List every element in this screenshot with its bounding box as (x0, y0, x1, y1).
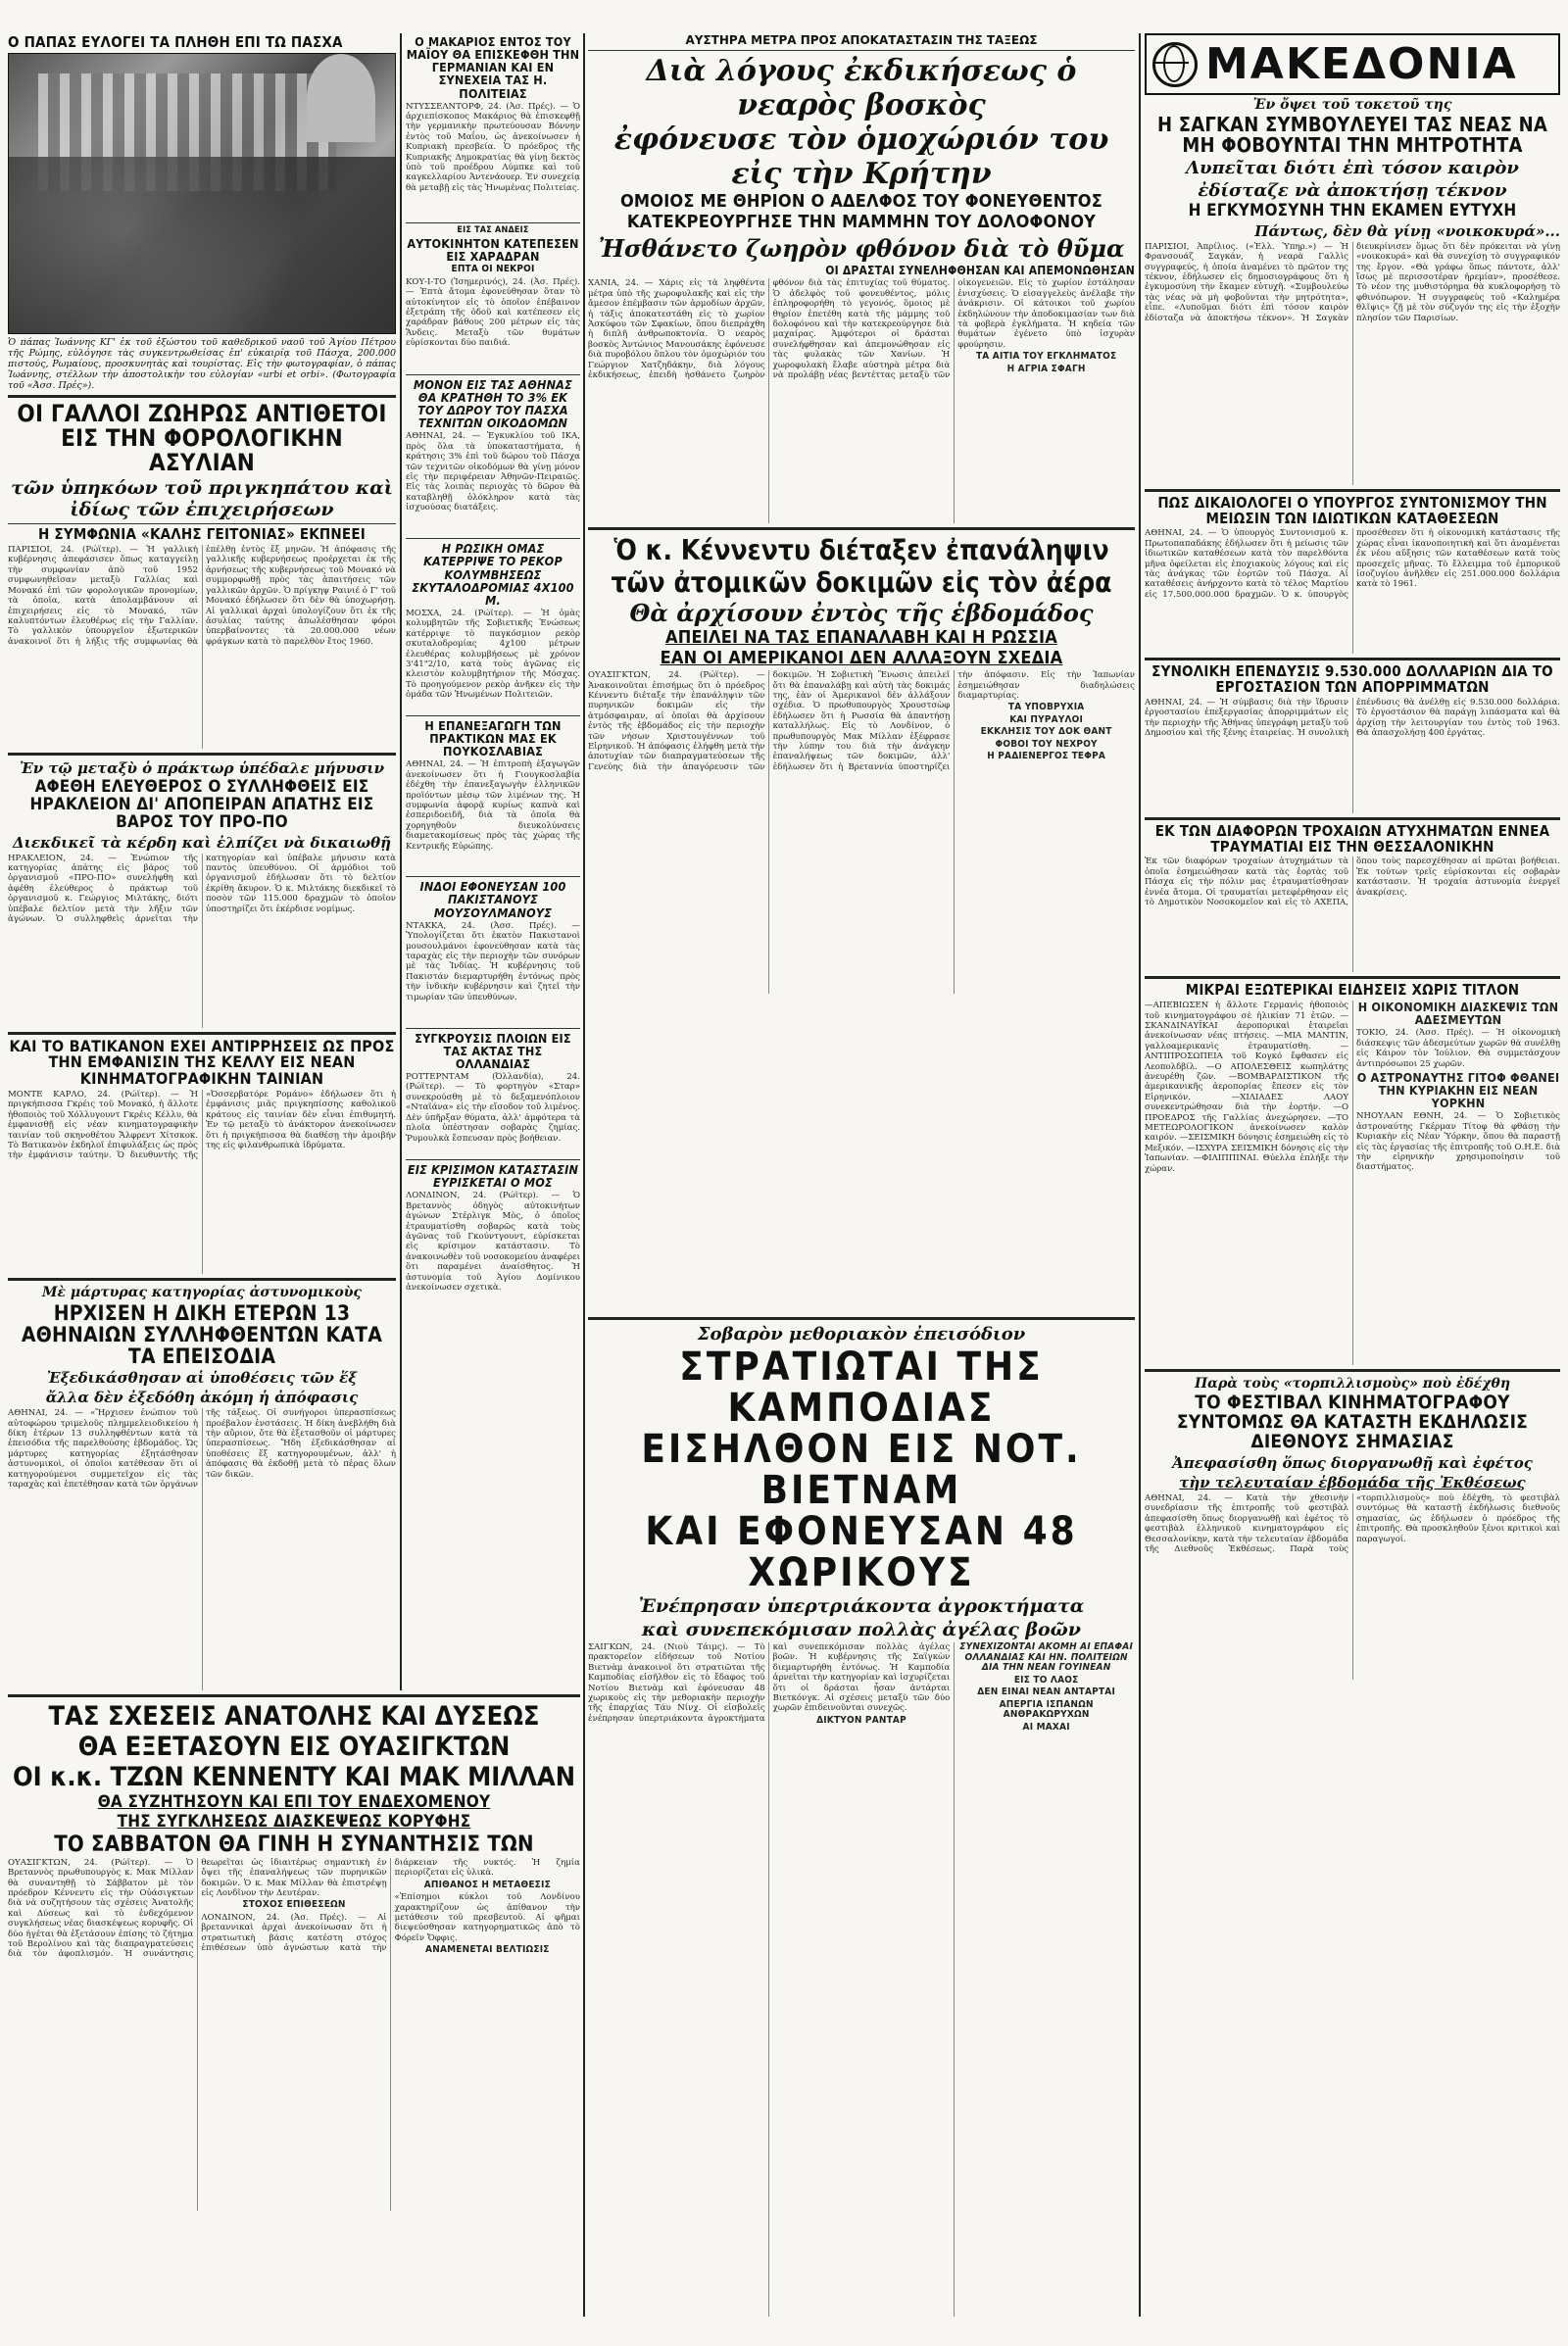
kennedy-kicker-d: ΦΟΒΟΙ ΤΟΥ ΝΕΧΡΟΥ (995, 738, 1098, 750)
talks-sub-1: ΘΑ ΣΥΖΗΤΗΣΟΥΝ ΚΑΙ ΕΠΙ ΤΟΥ ΕΝΔΕΧΟΜΕΝΟΥ (97, 1792, 491, 1812)
trial-headline: ΗΡΧΙΣΕΝ Η ΔΙΚΗ ΕΤΕΡΩΝ 13 ΑΘΗΝΑΙΩΝ ΣΥΛΛΗΦΘΕΝΤΩΝ ΚΑΤΑ ΤΑ ΕΠΕΙΣΟΔΙΑ (21, 1300, 383, 1369)
kennedy-headline-1: Ὁ κ. Κέννεντυ διέταξεν ἐπανάληψιν (613, 534, 1109, 567)
border-kicker-d: ΔΕΝ ΕΙΝΑΙ ΝΕΑΝ ΑΝΤΑΡΤΑΙ (977, 1686, 1116, 1697)
crete-headline-2: ἐφόνευσε τὸν ὁμοχώριόν του εἰς τὴν Κρήτην (613, 122, 1109, 191)
border-headline-3: ΚΑΙ ΕΦΟΝΕΥΣΑΝ 48 ΧΩΡΙΚΟΥΣ (645, 1509, 1078, 1595)
sagan-body: ΠΑΡΙΣΙΟΙ, Ἀπρίλιος. («Ἑλλ. Ὑπηρ.») — Ἡ Φρανσουάζ Σαγκάν, ἡ νεαρὰ Γαλλὶς συγγραφεύς, ἡ ὁποία ἀναμένει τὸ πρῶτον της τέκνον, ἐδήλωσεν εἰς δημοσιογράφους ὅτι ἡ ἐγκυμοσύνη τὴν ἔκαμεν εὐτυχῆ. «Συμβουλεύω τὰς νέας νὰ μὴ φοβοῦνται τὴν μητρότητα», εἶπε. «Λυποῦμαι διότι ἐπὶ τόσον καιρὸν ἐδίσταζα νὰ ἀποκτήσω τέκνον». Ἡ Σαγκὰν διευκρίνισεν ὅμως ὅτι δὲν πρόκειται νὰ γίνῃ «νοικοκυρά» καὶ θὰ συνεχίσῃ τὸ συγγραφικόν της ἔργον. «Θὰ γράφω ὅπως πάντοτε, ἀλλ' ἴσως μὲ περισσοτέραν ἠρεμίαν», προσέθεσε. Τὸ νέον της μυθιστόρημα θὰ κυκλοφορήσῃ τὸ φθινόπωρον. Ἡ συγγραφεὺς τοῦ «Καλημέρα θλῖψις» ζῇ μὲ τὸν σύζυγόν της εἰς τὴν ἐξοχὴν πλησίον τῶν Παρισίων. (1145, 241, 1560, 323)
easter-gift-body: ΑΘΗΝΑΙ, 24. — Ἐγκυκλίου τοῦ ΙΚΑ, πρὸς ὅλα τὰ ὑποκαταστήματα, ἡ κράτησις 3% ἐπὶ τοῦ δώρου τοῦ Πάσχα τῶν τεχνιτῶν οἰκοδόμων θὰ γίνῃ μόνον εἰς τὴν περιφέρειαν Ἀθηνῶν-Πειραιῶς. Εἰς τὰς λοιπὰς περιοχὰς τὸ δῶρον θὰ καταβληθῇ ὁλόκληρον κατὰ τὰς ἰσχυούσας διατάξεις. (406, 431, 580, 513)
masthead-title: ΜΑΚΕΔΟΝΙΑ (1205, 39, 1518, 89)
investment-headline: ΣΥΝΟΛΙΚΗ ΕΠΕΝΔΥΣΙΣ 9.530.000 ΔΟΛΛΑΡΙΩΝ ΔΙΑ ΤΟ ΕΡΓΟΣΤΑΣΙΟΝ ΤΩΝ ΑΠΟΡΡΙΜΜΑΤΩΝ (1152, 662, 1553, 697)
festival-kicker: Παρὰ τοὺς «τορπιλλισμοὺς» ποὺ ἐδέχθη (1194, 1376, 1511, 1393)
crete-kicker-a: ΤΑ ΑΙΤΙΑ ΤΟΥ ΕΓΚΛΗΜΑΤΟΣ (975, 351, 1117, 363)
gauls-subheadline: τῶν ὑπηκόων τοῦ πριγκηπάτου καὶ ἰδίως τῶν ἐπιχειρήσεων (11, 477, 393, 521)
border-headline-2: ΕΙΣΗΛΘΟΝ ΕΙΣ ΝΟΤ. ΒΙΕΤΝΑΜ (641, 1427, 1082, 1513)
masthead (1145, 33, 1560, 95)
kennedy-sub-2: ΑΠΕΙΛΕΙ ΝΑ ΤΑΣ ΕΠΑΝΑΛΑΒΗ ΚΑΙ Η ΡΩΣΣΙΑ (665, 627, 1057, 649)
talks-headline-2: ΘΑ ΕΞΕΤΑΣΟΥΝ ΕΙΣ ΟΥΑΣΙΓΚΤΩΝ (77, 1732, 511, 1762)
nonaligned-body: ΤΟΚΙΟ, 24. (Ἀσσ. Πρές). — Ἡ οἰκονομικὴ διάσκεψις τῶν ἀδεσμεύτων χωρῶν θὰ συνέλθῃ εἰς Κάιρον τὸν Ἰούλιον. Θὰ συμμετάσχουν ἀντιπρόσωποι 25 χωρῶν. (1356, 1028, 1560, 1069)
india-body: ΝΤΑΚΚΑ, 24. (Ἀσσ. Πρές). — Ὑπολογίζεται ὅτι ἑκατὸν Πακιστανοὶ μουσουλμάνοι ἐφονεύθησαν κατὰ τὰς ταραχὰς εἰς τὴν περιοχὴν τῶν συνόρων μὲ τὰς Ἰνδίας. Ἡ κυβέρνησις τοῦ Πακιστάν διεμαρτυρήθη ἐντόνως πρὸς τὴν ἰνδικὴν κυβέρνησιν καὶ ζητεῖ τὴν τιμωρίαν τῶν ὑπευθύνων. (406, 920, 580, 1002)
makarios-headline: Ο ΜΑΚΑΡΙΟΣ ΕΝΤΟΣ ΤΟΥ ΜΑΪΟΥ ΘΑ ΕΠΙΣΚΕΦΘΗ ΤΗΝ ΓΕΡΜΑΝΙΑΝ ΚΑΙ ΕΝ ΣΥΝΕΧΕΙΑ ΤΑΣ Η. ΠΟΛΙΤΕΙΑΣ (406, 34, 580, 101)
talks-section (8, 1690, 580, 2318)
crete-sub-2: ΚΑΤΕΚΡΕΟΥΡΓΗΣΕ ΤΗΝ ΜΑΜΜΗΝ ΤΟΥ ΔΟΛΟΦΟΝΟΥ (626, 211, 1097, 232)
crete-body-text: ΧΑΝΙΑ, 24. — Χάρις εἰς τὰ ληφθέντα μέτρα ὑπὸ τῆς χωροφυλακῆς καὶ εἰς τὴν ἄμεσον ἐπέμβασιν τῶν ἀρμοδίων ἀρχῶν, ἡ τάξις ἀποκατεστάθη εἰς τὸ χωρίον Ἀσκύφου τῶν Σφακίων, ὅπου διεπράχθη ἡ διπλῆ ἀνθρωποκτονία. Ὁ νεαρὸς βοσκὸς Ἀντώνιος Μανουσάκης ἐφόνευσε διὰ πυροβόλου ὅπλου τὸν ὁμοχώριόν του Γεώργιον Χατζηδάκην, διὰ λόγους ἐκδικήσεως, ἐπειδὴ ἠσθάνετο ζωηρὸν φθόνον διὰ τὰς ἐπιτυχίας τοῦ θύματος. Ὁ ἀδελφὸς τοῦ φονευθέντος, μόλις ἐπληροφορήθη τὸ γεγονός, ὅμοιος μὲ θηρίον ἐπετέθη κατὰ τῆς μάμμης τοῦ δολοφόνου καὶ τὴν κατεκρεούργησε διὰ μαχαίρας. Ἀμφότεροι οἱ δράσται συνελήφθησαν καὶ ἀπεμονώθησαν εἰς τὰς φυλακὰς τῶν Χανίων. Ἡ χωροφυλακὴ ἔλαβε αὐστηρὰ μέτρα διὰ νὰ προλάβῃ νέας βεντέττας μεταξὺ τῶν οἰκογενειῶν. Εἰς τὸ χωρίον ἐστάλησαν ἐνισχύσεις. Ὁ εἰσαγγελεὺς ἀνέλαβε τὴν ἀνάκρισιν. Οἱ κάτοικοι τοῦ χωρίου ἐκδηλώνουν τὴν ἀποδοκιμασίαν των διὰ τὰ φοβερὰ ἐγκλήματα. Ἡ κηδεία τῶν θυμάτων ἐγένετο ὑπὸ ἰσχυρὰν φρούρησιν. (588, 278, 1135, 381)
moss-headline: ΕΙΣ ΚΡΙΣΙΜΟΝ ΚΑΤΑΣΤΑΣΙΝ ΕΥΡΙΣΚΕΤΑΙ Ο ΜΟΣ (407, 1162, 579, 1191)
agent-subheadline: Διεκδικεῖ τὰ κέρδη καὶ ἐλπίζει νὰ δικαιωθῇ (13, 833, 391, 852)
sagan-kicker: Ἐν ὄψει τοῦ τοκετοῦ της (1252, 97, 1452, 113)
talks-sub-3: ΤΟ ΣΑΒΒΑΤΟΝ ΘΑ ΓΙΝΗ Η ΣΥΝΑΝΤΗΣΙΣ ΤΩΝ (54, 1832, 534, 1857)
kennedy-body (588, 670, 1135, 994)
sagan-sub-3: Η ΕΓΚΥΜΟΣΥΝΗ ΤΗΝ ΕΚΑΜΕΝ ΕΥΤΥΧΗ (1188, 201, 1517, 220)
vatican-headline: ΚΑΙ ΤΟ ΒΑΤΙΚΑΝΟΝ ΕΧΕΙ ΑΝΤΙΡΡΗΣΕΙΣ ΩΣ ΠΡΟΣ ΤΗΝ ΕΜΦΑΝΙΣΙΝ ΤΗΣ ΚΕΛΛΥ ΕΙΣ ΝΕΑΝ ΚΙΝΗΜΑΤΟΓΡΑΦΙΚΗΝ ΤΑΙΝΙΑΝ (9, 1036, 395, 1089)
border-kicker: Σοβαρὸν μεθοριακὸν ἐπεισόδιον (697, 1324, 1026, 1344)
border-sub-1: Ἐνέπρησαν ὑπερτριάκοντα ἀγροκτήματα (638, 1595, 1085, 1617)
kennedy-body-text: ΟΥΑΣΙΓΚΤΩΝ, 24. (Ρώϊτερ). — Ἀνακοινοῦται ἐπισήμως ὅτι ὁ πρόεδρος Κέννεντυ διέταξε τὴν ἐπανάληψιν τῶν πυρηνικῶν δοκιμῶν εἰς τὴν ἀτμόσφαιραν, αἱ ὁποῖαι θὰ ἀρχίσουν ἐντὸς τῆς ἑβδομάδος εἰς τὴν περιοχὴν τῶν νήσων Χριστουγέννων τοῦ Εἰρηνικοῦ. Ἡ ἀπόφασις ἐλήφθη μετὰ τὴν ἀποτυχίαν τῶν διαπραγματεύσεων τῆς Γενεύης διὰ τὴν ἀπαγόρευσιν τῶν δοκιμῶν. Ἡ Σοβιετικὴ Ἕνωσις ἀπειλεῖ ὅτι θὰ ἐπαναλάβῃ καὶ αὐτὴ τὰς δοκιμάς της, ἐὰν οἱ Ἀμερικανοὶ δὲν ἀλλάξουν σχέδια. Ὁ πρωθυπουργὸς Χρουστσὼφ ἐδήλωσεν ὅτι ἡ Ρωσσία θὰ ἀπαντήσῃ καταλλήλως. Εἰς τὸ Λονδίνον, ὁ πρωθυπουργὸς Μακ Μίλλαν ἐξέφρασε τὴν λύπην του διὰ τὴν ἀνάγκην ἐπαναλήψεως τῶν δοκιμῶν, ἀλλ' ἐδήλωσεν ὅτι ἡ Βρεταννία ὑποστηρίζει τὴν ἀπόφασιν. Εἰς τὴν Ἰαπωνίαν ἐσημειώθησαν διαδηλώσεις διαμαρτυρίας. (588, 670, 1135, 772)
kennedy-sub-3: ΕΑΝ ΟΙ ΑΜΕΡΙΚΑΝΟΙ ΔΕΝ ΑΛΛΑΞΟΥΝ ΣΧΕΔΙΑ (660, 648, 1063, 669)
swim-headline: Η ΡΩΣΙΚΗ ΟΜΑΣ ΚΑΤΕΡΡΙΨΕ ΤΟ ΡΕΚΟΡ ΚΟΛΥΜΒΗΣΕΩΣ ΣΚΥΤΑΛΟΔΡΟΜΙΑΣ 4Χ100 Μ. (412, 541, 574, 608)
festival-sub-2: τὴν τελευταίαν ἑβδομάδα τῆς Ἐκθέσεως (1179, 1473, 1526, 1491)
column-rule (583, 33, 585, 2317)
reexport-headline: Η ΕΠΑΝΕΞΑΓΩΓΗ ΤΩΝ ΠΡΑΚΤΙΚΩΝ ΜΑΣ ΕΚ ΠΟΥΚΟΣΛΑΒΙΑΣ (424, 717, 562, 759)
talks-sub-2: ΤΗΣ ΣΥΓΚΛΗΣΕΩΣ ΔΙΑΣΚΕΨΕΩΣ ΚΟΡΥΦΗΣ (117, 1811, 471, 1832)
brief-news-body (1145, 1001, 1560, 1365)
talks-body-text: ΟΥΑΣΙΓΚΤΩΝ, 24. (Ρώϊτερ). — Ὁ Βρεταννὸς πρωθυπουργὸς κ. Μακ Μίλλαν θὰ συναντηθῇ τὸ Σάββατον μὲ τὸν πρόεδρον Κέννεντυ εἰς τὴν Οὐάσιγκτων διὰ νὰ συζητήσουν τὰς σχέσεις Ἀνατολῆς καὶ Δύσεως καὶ τὸ ἐνδεχόμενον συγκλήσεως νέας διασκέψεως κορυφῆς. Οἱ δύο ἡγέται θὰ ἐξετάσουν ἐπίσης τὸ ζήτημα τοῦ Βερολίνου καὶ τὰς διαπραγματεύσεις διὰ τὸν ἀφοπλισμόν. Ἡ συνάντησις θεωρεῖται ὡς ἰδιαιτέρως σημαντικὴ ἐν ὄψει τῆς ἐπαναλήψεως τῶν πυρηνικῶν δοκιμῶν. Ὁ κ. Μακ Μίλλαν θὰ ἐπιστρέψῃ εἰς Λονδῖνον τὴν Δευτέραν. (8, 1857, 387, 1960)
sagan-sub-1: Λυπεῖται διότι ἐπὶ τόσον καιρὸν (1186, 158, 1519, 178)
kennedy-kicker-c: ΕΚΚΛΗΣΙΣ ΤΟΥ ΔΟΚ ΘΑΝΤ (980, 726, 1112, 738)
festival-body: ΑΘΗΝΑΙ, 24. — Κατὰ τὴν χθεσινὴν συνεδρίασιν τῆς ἐπιτροπῆς τοῦ φεστιβὰλ ἀπεφασίσθη ὅπως διοργανωθῇ καὶ ἐφέτος τὸ φεστιβὰλ ἑλληνικοῦ κινηματογράφου εἰς Θεσσαλονίκην, κατὰ τὴν τελευταίαν ἑβδομάδα τῆς Διεθνοῦς Ἐκθέσεως. Παρὰ τοὺς «τορπιλλισμοὺς» ποὺ ἐδέχθη, τὸ φεστιβὰλ συντόμως θὰ καταστῇ ἐκδήλωσις διεθνοῦς σημασίας, ὡς ἐδήλωσεν ὁ πρόεδρος τῆς ἐπιτροπῆς. Θὰ προσκληθοῦν ξένοι κριτικοὶ καὶ παραγωγοί. (1145, 1492, 1560, 1554)
titov-headline: Ο ΑΣΤΡΟΝΑΥΤΗΣ ΓΙΤΟΦ ΦΘΑΝΕΙ ΤΗΝ ΚΥΡΙΑΚΗΝ ΕΙΣ ΝΕΑΝ ΥΟΡΚΗΝ (1356, 1069, 1560, 1111)
border-body-text: ΣΑΪΓΚΩΝ, 24. (Νιοὺ Τάιμς). — Τὸ πρακτορεῖον εἰδήσεων τοῦ Νοτίου Βιετνὰμ ἀνακοινοῖ ὅτι στρατιῶται τῆς Καμποδίας εἰσῆλθον εἰς τὸ ἔδαφος τοῦ Νοτίου Βιετνὰμ καὶ ἐφόνευσαν 48 χωρικοὺς εἰς τὴν μεθοριακὴν περιοχὴν τῆς ἐπαρχίας Τάυ Νίνχ. Οἱ εἰσβολεῖς ἐνέπρησαν ὑπερτριάκοντα ἀγροκτήματα καὶ συνεπεκόμισαν πολλὰς ἀγέλας βοῶν. Ἡ κυβέρνησις τῆς Σαϊγκὼν διεμαρτυρήθη ἐντόνως. Ἡ Καμποδία ἀρνεῖται τὴν κατηγορίαν καὶ ἰσχυρίζεται ὅτι οἱ δράσται ἦσαν ἀντάρται Βιετκόνγκ. Αἱ σχέσεις μεταξὺ τῶν δύο χωρῶν ἐπιδεινοῦνται συνεχῶς. (588, 1642, 951, 1724)
investment-body: ΑΘΗΝΑΙ, 24. — Ἡ σύμβασις διὰ τὴν ἵδρυσιν ἐργοστασίου ἐπεξεργασίας ἀπορριμμάτων εἰς τὴν περιοχὴν τῆς Ἀθήνας ὑπεγράφη μεταξὺ τοῦ Δημοσίου καὶ τῆς ξένης ἑταιρείας. Ἡ συνολικὴ ἐπένδυσις θὰ ἀνέλθῃ εἰς 9.530.000 δολλάρια. Τὸ ἐργοστάσιον θὰ παράγῃ λιπάσματα καὶ θὰ ἀρχίσῃ τὴν λειτουργίαν του ἐντὸς τοῦ 1963. Θὰ ἀπασχολήσῃ 400 ἐργάτας. (1145, 697, 1560, 739)
kennedy-kicker-e: Η ΡΑΔΙΕΝΕΡΓΟΣ ΤΕΦΡΑ (987, 751, 1106, 762)
brief-news-headline: ΜΙΚΡΑΙ ΕΞΩΤΕΡΙΚΑΙ ΕΙΔΗΣΕΙΣ ΧΩΡΙΣ ΤΙΤΛΟΝ (1185, 981, 1520, 1000)
talks-headline-3: ΟΙ κ.κ. ΤΖΩΝ ΚΕΝΝΕΝΤΥ ΚΑΙ ΜΑΚ ΜΙΛΛΑΝ (12, 1762, 576, 1792)
andes-sub: ΕΠΤΑ ΟΙ ΝΕΚΡΟΙ (451, 264, 535, 275)
border-kicker-e: ΑΠΕΡΓΙΑ ΙΣΠΑΝΩΝ ΑΝΘΡΑΚΩΡΥΧΩΝ (999, 1698, 1094, 1720)
agent-body: ΗΡΑΚΛΕΙΟΝ, 24. — Ἐνώπιον τῆς κατηγορίας ἀπάτης εἰς βάρος τοῦ ὀργανισμοῦ «ΠΡΟ-ΠΟ» συνελήφθη καὶ ἀφέθη ἐλεύθερος ὁ πράκτωρ τοῦ ὀργανισμοῦ κ. Γεώργιος Μιλτάκης, διότι ὑπέβαλε δελτίον μετὰ τὴν λῆξιν τῶν ἀγώνων. Ὁ συλληφθεὶς ἀρνεῖται τὴν κατηγορίαν καὶ ὑπέβαλε μήνυσιν κατὰ παντὸς ὑπευθύνου. Οἱ ἀρμόδιοι τοῦ ὀργανισμοῦ ἐδήλωσαν ὅτι τὸ δελτίον ἐκρίθη ἄκυρον. Ὁ κ. Μιλτάκης διεκδικεῖ τὸ ποσὸν τῶν 115.000 δραχμῶν τὸ ὁποῖον ὑποστηρίζει ὅτι ἐκέρδισε νομίμως. (8, 853, 396, 925)
ships-body: ΡΟΤΤΕΡΝΤΑΜ (Ὀλλανδία), 24. (Ρώϊτερ). — Τὸ φορτηγὸν «Σταρ» συνεκρούσθη μὲ τὸ δεξαμενόπλοιον «Νταϊάνα» εἰς τὴν εἴσοδον τοῦ λιμένος. Δὲν ὑπῆρξαν θύματα, ἀλλ' ἀμφότερα τὰ πλοῖα ὑπέστησαν σοβαρὰς ζημίας. Ῥυμουλκὰ ἔσπευσαν πρὸς βοήθειαν. (406, 1072, 580, 1144)
photo-caption: Ὁ πάπας Ἰωάννης ΚΓ' ἐκ τοῦ ἐξώστου τοῦ καθεδρικοῦ ναοῦ τοῦ Ἁγίου Πέτρου τῆς Ρώμης, εὐλόγησε τὰς συγκεντρωθείσας ἐπ' εὐκαιρίᾳ τοῦ Πάσχα, 200.000 πιστούς, Ρωμαίους, προσκυνητὰς καὶ τουρίστας. Εἰς τὴν φωτογραφίαν, ὁ πάπας Ἰωάννης, στέλλων τὴν ἀποστολικὴν του εὐλογίαν «urbi et orbi». (Φωτογραφία τοῦ «Ἀσσ. Πρές»). (8, 336, 396, 391)
kennedy-kicker-a: ΤΑ ΥΠΟΒΡΥΧΙΑ (1007, 702, 1085, 713)
swim-body: ΜΟΣΧΑ, 24. (Ρώϊτερ). — Ἡ ὀμὰς κολυμβητῶν τῆς Σοβιετικῆς Ἑνώσεως κατέρριψε τὸ παγκόσμιον ρεκὸρ σκυταλοδρομίας 4χ100 μέτρων ἐλευθέρας κολυμβήσεως μὲ χρόνον 3'41"2/10, κατὰ τοὺς ἀγῶνας εἰς κλειστὸν κολυμβητήριον τῆς Μόσχας. Τὸ προηγούμενον ρεκὸρ ἀνῆκεν εἰς τὴν ὁμάδα τῶν Ἡνωμένων Πολιτειῶν. (406, 608, 580, 701)
vatican-body: ΜΟΝΤΕ ΚΑΡΛΟ, 24. (Ρώϊτερ). — Ἡ πριγκήπισσα Γκρέις τοῦ Μονακό, ἡ ἄλλοτε ἠθοποιὸς τοῦ Χόλλυγουντ Γκρέις Κέλλυ, θὰ ἐμφανισθῇ εἰς νέαν κινηματογραφικὴν ταινίαν τοῦ σκηνοθέτου Ἄλφρεντ Χίτσκοκ. Τὸ Βατικανὸν ἐκδηλοῖ ἐπιφυλάξεις ὡς πρὸς τὴν ἐμφάνισιν ταύτην. Ὁ διευθυντὴς τῆς «Ὀσσερβατόρε Ρομάνο» ἐδήλωσεν ὅτι ἡ ἐμφάνισις μιᾶς πριγκηπίσσης καθολικοῦ κράτους εἰς ταινίαν δὲν εἶναι ἐπιθυμητή. Ἐν τῷ μεταξὺ τὸ ἀνάκτορον ἀνεκοίνωσεν ὅτι ἡ πριγκήπισσα θὰ διαθέσῃ τὴν ἀμοιβήν της εἰς φιλανθρωπικὰ ἱδρύματα. (8, 1089, 396, 1161)
crete-sub-4: ΟΙ ΔΡΑΣΤΑΙ ΣΥΝΕΛΗΦΘΗΣΑΝ ΚΑΙ ΑΠΕΜΟΝΩΘΗΣΑΝ (825, 263, 1135, 277)
accidents-headline: ΕΚ ΤΩΝ ΔΙΑΦΟΡΩΝ ΤΡΟΧΑΙΩΝ ΑΤΥΧΗΜΑΤΩΝ ΕΝΝΕΑ ΤΡΑΥΜΑΤΙΑΙ ΕΙΣ ΤΗΝ ΘΕΣΣΑΛΟΝΙΚΗΝ (1154, 821, 1550, 855)
sagan-sub-2: ἐδίσταζε νὰ ἀποκτήσῃ τέκνον (1198, 180, 1507, 201)
column-2 (406, 33, 580, 1307)
festival-headline: ΤΟ ΦΕΣΤΙΒΑΛ ΚΙΝΗΜΑΤΟΓΡΑΦΟΥ ΣΥΝΤΟΜΩΣ ΘΑ ΚΑΤΑΣΤΗ ΕΚΔΗΛΩΣΙΣ ΔΙΕΘΝΟΥΣ ΣΗΜΑΣΙΑΣ (1176, 1392, 1529, 1452)
globe-logo-icon (1152, 42, 1198, 87)
makarios-body: ΝΤΥΣΣΕΛΝΤΟΡΦ, 24. (Ἀσ. Πρές). — Ὁ ἀρχιεπίσκοπος Μακάριος θὰ ἐπισκεφθῇ τὴν γερμανικὴν πρωτεύουσαν Βόννην ἐντὸς τοῦ Μαΐου, ὡς ἀνεκοίνωσεν ἡ Κυπριακὴ πρεσβεία. Ὁ πρόεδρος τῆς Κυπριακῆς Δημοκρατίας θὰ γίνῃ δεκτὸς ὑπὸ τοῦ προέδρου Λύμπκε καὶ τοῦ καγκελλαρίου Ἀντενάουερ. Ἐν συνεχείᾳ θὰ μεταβῇ εἰς τὰς Ἡνωμένας Πολιτείας. (406, 101, 580, 193)
nonaligned-headline: Η ΟΙΚΟΝΟΜΙΚΗ ΔΙΑΣΚΕΨΙΣ ΤΩΝ ΑΔΕΣΜΕΥΤΩΝ (1357, 1001, 1559, 1028)
border-sub-2: καὶ συνεπεκόμισαν πολλὰς ἀγέλας βοῶν (642, 1619, 1081, 1640)
order-kicker: ΑΥΣΤΗΡΑ ΜΕΤΡΑ ΠΡΟΣ ΑΠΟΚΑΤΑΣΤΑΣΙΝ ΤΗΣ ΤΑΞΕΩΣ (685, 33, 1038, 47)
pope-photo (8, 53, 396, 334)
column-rule (1139, 33, 1141, 2317)
targets-kicker: ΣΤΟΧΟΣ ΕΠΙΘΕΣΕΩΝ (242, 1899, 346, 1911)
agent-headline: ΑΦΕΘΗ ΕΛΕΥΘΕΡΟΣ Ο ΣΥΛΛΗΦΘΕΙΣ ΕΙΣ ΗΡΑΚΛΕΙΟΝ ΔΙ' ΑΠΟΠΕΙΡΑΝ ΑΠΑΤΗΣ ΕΙΣ ΒΑΡΟΣ ΤΟΥ ΠΡΟ-ΠΟ (29, 777, 374, 832)
talks-headline-1: ΤΑΣ ΣΧΕΣΕΙΣ ΑΝΑΤΟΛΗΣ ΚΑΙ ΔΥΣΕΩΣ (48, 1701, 540, 1732)
photo-headline: Ο ΠΑΠΑΣ ΕΥΛΟΓΕΙ ΤΑ ΠΛΗΘΗ ΕΠΙ ΤΩ ΠΑΣΧΑ (8, 33, 343, 51)
sagan-headline: Η ΣΑΓΚΑΝ ΣΥΜΒΟΥΛΕΥΕΙ ΤΑΣ ΝΕΑΣ ΝΑ ΜΗ ΦΟΒΟΥΝΤΑΙ ΤΗΝ ΜΗΤΡΟΤΗΤΑ (1157, 113, 1547, 157)
dome-shape (307, 54, 375, 142)
india-headline: ΙΝΔΟΙ ΕΦΟΝΕΥΣΑΝ 100 ΠΑΚΙΣΤΑΝΟΥΣ ΜΟΥΣΟΥΛΜΑΝΟΥΣ (419, 879, 566, 920)
sagan-sub-4: Πάντως, δὲν θὰ γίνῃ «νοικοκυρά»... (1254, 221, 1560, 240)
gauls-body: ΠΑΡΙΣΙΟΙ, 24. (Ρώϊτερ). — Ἡ γαλλικὴ κυβέρνησις ἀπεφάσισεν ὅπως καταγγείλῃ τὴν συμφωνίαν ἀπὸ τοῦ 1952 συμφωνηθεῖσαν μεταξὺ Γαλλίας καὶ Μονακό ἐπὶ τῶν φορολογικῶν προνομίων, τὰ ὁποῖα, κατὰ ἀπολαμβάνουν αἱ ἐπιχειρήσεις εἰς τὸ Μονακό, τῶν καλυπτόντων ἐλευθέρως εἰς τὴν Γαλλίαν. Τὸ γαλλικὸν ὑπουργεῖον ἐξωτερικῶν ἀνακοινοῖ ὅτι ἡ λήξις τῆς συμφωνίας θὰ ἐπέλθῃ ἐντὸς ἕξ μηνῶν. Ἡ ἀπόφασις τῆς γαλλικῆς κυβερνήσεως προέρχεται ἐκ τῆς ἀρνήσεως τῆς κυβερνήσεως τοῦ Μονακό νὰ συμμορφωθῇ πρὸς τὰς ἀπαιτήσεις τῶν γαλλικῶν ἀρχῶν. Ὁ πρίγκηψ Ραινιέ ὁ Γ' τοῦ Μονακό ἐδήλωσεν ὅτι δὲν θὰ ὑποχωρήσῃ. Αἱ γαλλικαὶ ἀρχαὶ ὑπολογίζουν ὅτι ἐκ τῆς ἀσυλίας ταύτης ἀπωλέσθησαν φόροι ὑπερβαίνοντες τὰ 20.000.000 νέων φράγκων κατὰ τὸ παρελθὸν ἔτος 1960. (8, 545, 396, 647)
border-headline-1: ΣΤΡΑΤΙΩΤΑΙ ΤΗΣ ΚΑΜΠΟΔΙΑΣ (679, 1344, 1044, 1431)
trial-kicker: Μὲ μάρτυρας κατηγορίας ἀστυνομικοὺς (42, 1284, 362, 1300)
border-kicker-b: ΣΥΝΕΧΙΖΟΝΤΑΙ ΑΚΟΜΗ ΑΙ ΕΠΑΦΑΙ ΟΛΛΑΝΔΙΑΣ ΚΑΙ ΗΝ. ΠΟΛΙΤΕΙΩΝ ΔΙΑ ΤΗΝ ΝΕΑΝ ΓΟΥΙΝΕΑΝ (959, 1642, 1133, 1673)
border-kicker-f: ΑΙ ΜΑΧΑΙ (1022, 1721, 1070, 1733)
brief-news-text: —ΑΠΕΒΙΩΣΕΝ ἡ ἄλλοτε Γερμανὶς ἠθοποιὸς τοῦ κινηματογράφου σὲ ἡλικίαν 71 ἐτῶν. —ΣΚΑΝΔΙΝΑΥΪΚΑΙ ἀεροπορικαὶ ἑταιρεῖαι ἀνεκοίνωσαν νέας πτήσεις. —ΜΙΑ ΜΑΝΤΙΝ, γαλλοαμερικανὶς ἐτραυματίσθη. —ΑΝΤΙΠΡΟΣΩΠΕΙΑ τοῦ Κογκό ἔφθασεν εἰς Λεοπολδβίλ. —Ο ΑΠΟΛΕΣΘΕΙΣ κωπηλάτης ἀνευρέθη ζῶν. —ΒΟΜΒΑΡΔΙΣΤΙΚΟΝ τῆς ἀμερικανικῆς ἀεροπορίας ἔπεσεν εἰς τὸν Εἰρηνικόν. —ΧΙΛΙΑΔΕΣ ΛΑΟΥ συνεκεντρώθησαν διὰ τὴν ἑορτήν. —Ο ΠΡΟΕΔΡΟΣ τῆς Γαλλίας ἀνεχώρησεν. —ΤΟ ΜΕΤΕΩΡΟΛΟΓΙΚΟΝ ἀνεκοίνωσεν καλὸν καιρόν. —ΣΕΙΣΜΙΚΗ δόνησις ἐσημειώθη εἰς τὸ Μεξικόν. —ΙΣΧΥΡΑ ΣΕΙΣΜΙΚΗ δόνησις εἰς τὴν Ἰαπωνίαν. —ΦΙΛΙΠΠΙΝΑΙ. Θύελλα ἐπλήξε τὴν χώραν. (1145, 1001, 1348, 1174)
kennedy-headline-2: τῶν ἀτομικῶν δοκιμῶν εἰς τὸν ἀέρα (611, 566, 1112, 600)
accidents-body: Ἐκ τῶν διαφόρων τροχαίων ἀτυχημάτων τὰ ὁποῖα ἐσημειώθησαν κατὰ τὰς ἑορτὰς τοῦ Πάσχα εἰς τὴν πόλιν μας ἐτραυματίσθησαν ἐννέα ἄτομα. Οἱ τραυματίαι μετεφέρθησαν εἰς τὸ Δημοτικὸν Νοσοκομεῖον καὶ εἰς τὸ ΑΧΕΠΑ, ὅπου τοὺς παρεσχέθησαν αἱ πρῶται βοήθειαι. Ἐκ τούτων τρεῖς εὑρίσκονται εἰς σοβαρὰν κατάστασιν. Ἡ τροχαία ἀστυνομία ἐνεργεῖ ἀνακρίσεις. (1145, 856, 1560, 907)
kennedy-sub-1: Θὰ ἀρχίσουν ἐντὸς τῆς ἑβδομάδος (629, 599, 1094, 628)
crete-body (588, 278, 1135, 523)
crete-headline-1: Διὰ λόγους ἐκδικήσεως ὁ νεαρὸς βοσκὸς (646, 54, 1077, 122)
ships-headline: ΣΥΓΚΡΟΥΣΙΣ ΠΛΟΙΩΝ ΕΙΣ ΤΑΣ ΑΚΤΑΣ ΤΗΣ ΟΛΛΑΝΔΙΑΣ (415, 1030, 571, 1071)
talks-body (8, 1858, 580, 2211)
andes-headline: ΑΥΤΟΚΙΝΗΤΟΝ ΚΑΤΕΠΕΣΕΝ ΕΙΣ ΧΑΡΑΔΡΑΝ (407, 236, 579, 265)
improvement-kicker: ΑΝΑΜΕΝΕΤΑΙ ΒΕΛΤΙΩΣΙΣ (425, 1944, 550, 1956)
titov-body: ΝΗΟΥΛΑΝ ΕΘΝΗ, 24. — Ὁ Σοβιετικὸς ἀστροναύτης Γκέρμαν Τίτοφ θὰ φθάσῃ τὴν Κυριακὴν εἰς Νέαν Ὑόρκην, ὅπου θὰ παραστῇ εἰς τὰς ἐργασίας τῆς ἐπιτροπῆς τοῦ Ο.Η.Ε. διὰ τὴν εἰρηνικὴν χρησιμοποίησιν τοῦ διαστήματος. (1356, 1111, 1560, 1173)
border-kicker-c: ΕΙΣ ΤΟ ΛΑΟΣ (1013, 1674, 1079, 1686)
andes-kicker: ΕΙΣ ΤΑΣ ΑΝΔΕΙΣ (457, 224, 529, 235)
transfer-kicker: ΑΠΙΘΑΝΟΣ Η ΜΕΤΑΘΕΣΙΣ (423, 1879, 551, 1890)
transfer-body: «Ἐπίσημοι κύκλοι τοῦ Λονδίνου χαρακτηρίζουν ὡς ἀπίθανον τὴν μετάθεσιν τοῦ πρεσβευτοῦ. Αἱ φῆμαι διεψεύσθησαν κατηγορηματικῶς ἀπὸ τὸ Φόρεϊν Ὄφφις. (394, 1892, 580, 1943)
moss-body: ΛΟΝΔΙΝΟΝ, 24. (Ρώϊτερ). — Ὁ Βρεταννὸς ὁδηγὸς αὐτοκινήτων ἀγώνων Στέρλιγκ Μὸς, ὁ ὁποῖος ἐτραυματίσθη σοβαρῶς κατὰ τοὺς ἀγῶνας τοῦ Γκούντγουντ, εὑρίσκεται εἰς κρίσιμον κατάστασιν. Τὸ ἀνακοινωθὲν τοῦ νοσοκομείου ἀναφέρει ὅτι παραμένει ἀναίσθητος. Ἡ ἀστυνομία τοῦ Ἁγίου Δομίνικου ἀνεκοίνωσεν σχετικὰ. (406, 1191, 580, 1293)
crete-sub-3: Ἠσθάνετο ζωηρὸν φθόνον διὰ τὸ θῦμα (598, 233, 1125, 263)
border-kicker-a: ΔΙΚΤΥΟΝ ΡΑΝΤΑΡ (816, 1714, 906, 1726)
festival-sub-1: Ἀπεφασίσθη ὅπως διοργανωθῇ καὶ ἐφέτος (1172, 1453, 1533, 1472)
border-body (588, 1642, 1135, 2317)
column-4 (1145, 33, 1560, 2317)
agent-kicker: Ἐν τῷ μεταξὺ ὁ πράκτωρ ὑπέδαλε μήνυσιν (19, 759, 385, 778)
reexport-body: ΑΘΗΝΑΙ, 24. — Ἡ ἐπιτροπὴ ἐξαγωγῶν ἀνεκοίνωσεν ὅτι ἡ Γιουγκοσλαβία ἐδέχθη τὴν ἐπανεξαγωγὴν ἑλληνικῶν προϊόντων μέσῳ τῶν λιμένων της. Ἡ συμφωνία ἀφορᾷ κυρίως καπνὰ καὶ ἐσπεριδοειδῆ, διὰ τὰ ὁποῖα θὰ χορηγηθοῦν διευκολύνσεις διαμετακομίσεως πρὸς τὰς χώρας τῆς Κεντρικῆς Εὐρώπης. (406, 759, 580, 852)
crowd-shape (9, 157, 395, 333)
trial-body: ΑΘΗΝΑΙ, 24. — «Ἤρχισεν ἐνώπιον τοῦ αὐτοφώρου τριμελοῦς πλημμελειοδικείου ἡ δίκη ἑτέρων 13 συλληφθέντων κατὰ τὰ ἐπεισόδια τῆς παρελθούσης ἑβδομάδος. Ὡς μάρτυρες κατηγορίας ἐξητάσθησαν ἀστυνομικοὶ, οἱ ὁποῖοι κατέθεσαν ὅτι οἱ κατηγορούμενοι συμμετεῖχον εἰς τὰς ταραχὰς καὶ ἐπετέθησαν κατὰ τῶν ὀργάνων τῆς τάξεως. Οἱ συνήγοροι ὑπερασπίσεως προέβαλον ἐνστάσεις. Ἡ δίκη ἀνεβλήθη διὰ τὴν αὔριον, ὅτε θὰ ἐξετασθοῦν οἱ μάρτυρες ὑπερασπίσεως. Ἤδη ἐξεδικάσθησαν αἱ ὑποθέσεις ἕξ κατηγορουμένων, ἀλλ' ἡ ἀπόφασις θὰ ἐκδοθῇ μετὰ τὸ πέρας ὅλων τῶν δικῶν. (8, 1408, 396, 1490)
deposits-headline: ΠΩΣ ΔΙΚΑΙΟΛΟΓΕΙ Ο ΥΠΟΥΡΓΟΣ ΣΥΝΤΟΝΙΣΜΟΥ ΤΗΝ ΜΕΙΩΣΙΝ ΤΩΝ ΙΔΙΩΤΙΚΩΝ ΚΑΤΑΘΕΣΕΩΝ (1157, 493, 1547, 527)
trial-sub1: Ἐξεδικάσθησαν αἱ ὑποθέσεις τῶν ἕξ (46, 1369, 358, 1388)
crete-kicker-b: Η ΑΓΡΙΑ ΣΦΑΓΗ (1006, 363, 1086, 374)
deposits-body: ΑΘΗΝΑΙ, 24. — Ὁ ὑπουργὸς Συντονισμοῦ κ. Πρωτοπαπαδάκης ἐδήλωσεν ὅτι ἡ μείωσις τῶν ἰδιωτικῶν καταθέσεων κατὰ τὸν παρελθόντα μῆνα ὀφείλεται εἰς ἐποχιακοὺς λόγους καὶ εἰς τὰς ἀνάγκας τῶν ἑορτῶν τοῦ Πάσχα. Αἱ καταθέσεις ἀνήρχοντο κατὰ τὸ τέλος Μαρτίου εἰς 17.500.000.000 δραχμῶν. Ὁ κ. ὑπουργὸς προσέθεσεν ὅτι ἡ οἰκονομικὴ κατάστασις τῆς χώρας εἶναι ἱκανοποιητικὴ καὶ ὅτι ἀναμένεται ἐκ νέου αὔξησις τῶν καταθέσεων κατὰ τοὺς προσεχεῖς μῆνας. Τὸ ἔλλειμμα τοῦ ἐμπορικοῦ ἰσοζυγίου ἀνῆλθεν εἰς 251.000.000 δολλάρια κατὰ τὸ 1961. (1145, 528, 1560, 600)
targets-body: ΛΟΝΔΙΝΟΝ, 24. (Ἀσ. Πρές). — Αἱ βρεταννικαὶ ἀρχαὶ ἀνεκοίνωσαν ὅτι ἡ στρατιωτικὴ βάσις κατέστη στόχος ἐπιθέσεων ὑπὸ ἀγνώστων κατὰ τὴν διάρκειαν τῆς νυκτός. Ἡ ζημία περιορίζεται εἰς ὑλικὰ. (201, 1857, 580, 1954)
gauls-headline: ΟΙ ΓΑΛΛΟΙ ΖΩΗΡΩΣ ΑΝΤΙΘΕΤΟΙ ΕΙΣ ΤΗΝ ΦΟΡΟΛΟΓΙΚΗΝ ΑΣΥΛΙΑΝ (17, 399, 387, 477)
trial-sub2: ἄλλα δὲν ἐξεδόθη ἀκόμη ἡ ἀπόφασις (45, 1389, 359, 1407)
lower-center (588, 1313, 1135, 2317)
crete-sub-1: ΟΜΟΙΟΣ ΜΕ ΘΗΡΙΟΝ Ο ΑΔΕΛΦΟΣ ΤΟΥ ΦΟΝΕΥΘΕΝΤΟΣ (619, 191, 1103, 212)
andes-body: ΚΟΥ-Ι-ΤΟ (Ἰσημερινός), 24. (Ἀσ. Πρές). — Ἑπτὰ ἄτομα ἐφονεύθησαν ὅταν τὸ αὐτοκίνητον εἰς τὸ ὁποῖον ἐπέβαινον ἐξετράπη τῆς ὁδοῦ καὶ κατέπεσεν εἰς χαράδραν βάθους 200 μέτρων εἰς τὰς Ἄνδεις. Μεταξὺ τῶν θυμάτων εὑρίσκονται δύο παιδιά. (406, 276, 580, 349)
kennedy-kicker-b: ΚΑΙ ΠΥΡΑΥΛΟΙ (1009, 713, 1084, 725)
column-3 (588, 33, 1135, 1307)
gauls-kicker: Η ΣΥΜΦΩΝΙΑ «ΚΑΛΗΣ ΓΕΙΤΟΝΙΑΣ» ΕΚΠΝΕΕΙ (38, 525, 366, 544)
easter-gift-headline: ΜΟΝΟΝ ΕΙΣ ΤΑΣ ΑΘΗΝΑΣ ΘΑ ΚΡΑΤΗΘΗ ΤΟ 3% ΕΚ ΤΟΥ ΔΩΡΟΥ ΤΟΥ ΠΑΣΧΑ ΤΕΧΝΙΤΩΝ ΟΙΚΟΔΟΜΩΝ (414, 376, 572, 431)
